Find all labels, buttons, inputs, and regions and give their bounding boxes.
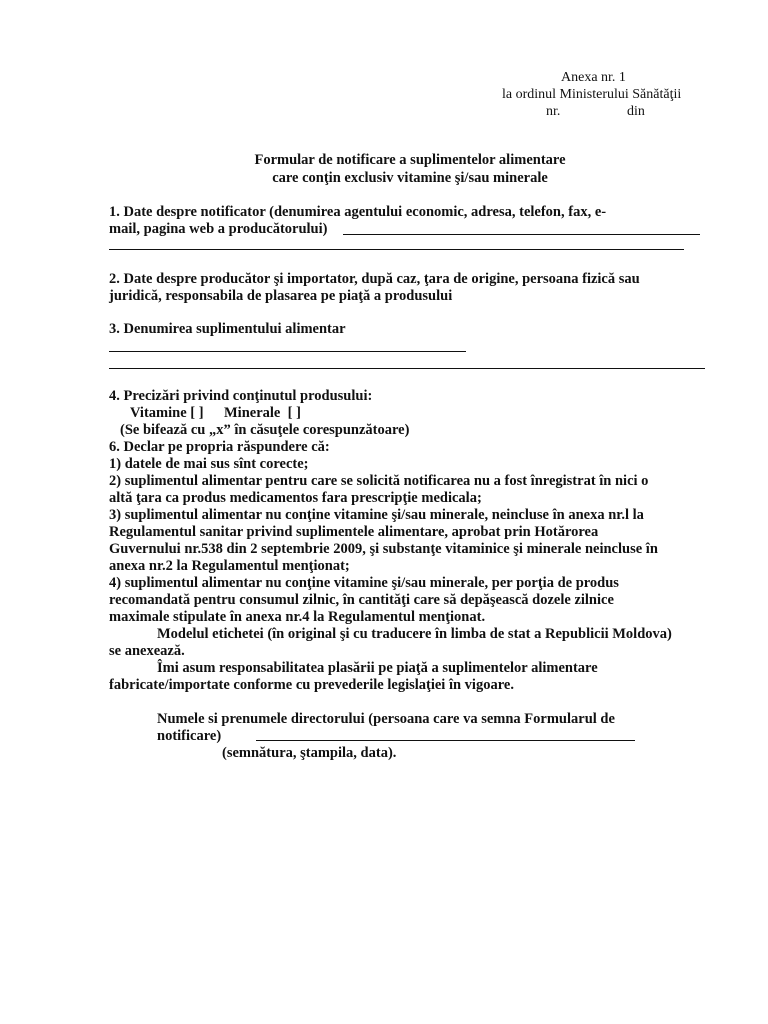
section6-point3-line2: Regulamentul sanitar privind suplimentele alimentare, aprobat prin Hotărorea — [109, 524, 599, 540]
signature-stamp-date-label: (semnătura, ştampila, data). — [222, 745, 397, 761]
director-name-label-line1: Numele si prenumele directorului (persoana care va semna Formularul de — [157, 711, 615, 727]
section4-heading: 4. Precizări privind conţinutul produsului: — [109, 388, 373, 404]
minerale-checkbox[interactable]: Minerale [ ] — [224, 405, 301, 421]
section6-point3-line1: 3) suplimentul alimentar nu conţine vitamine şi/sau minerale, neincluse în anexa nr.l la — [109, 507, 644, 523]
label-model-line2: se anexează. — [109, 643, 185, 659]
annex-order: la ordinul Ministerului Sănătăţii — [502, 87, 682, 102]
section3-fill-line-1[interactable] — [109, 351, 466, 352]
section6-heading: 6. Declar pe propria răspundere că: — [109, 439, 330, 455]
form-title-line2: care conţin exclusiv vitamine şi/sau minerale — [272, 170, 548, 186]
section3-line1: 3. Denumirea suplimentului alimentar — [109, 321, 346, 337]
section3-fill-line-2[interactable] — [109, 368, 705, 369]
section1-fill-line-2[interactable] — [109, 249, 684, 250]
section1-line1: 1. Date despre notificator (denumirea agentului economic, adresa, telefon, fax, e- — [109, 204, 607, 220]
section6-point4-line1: 4) suplimentul alimentar nu conţine vitamine şi/sau minerale, per porţia de produs — [109, 575, 619, 591]
section2-line1: 2. Date despre producător şi importator, după caz, ţara de origine, persoana fizică sau — [109, 271, 640, 287]
section1-fill-line-1[interactable] — [343, 234, 700, 235]
section6-point4-line2: recomandată pentru consumul zilnic, în cantităţi care să depăşească dozele zilnice — [109, 592, 614, 608]
label-model-line1: Modelul etichetei (în original şi cu traducere în limba de stat a Republicii Moldova) — [157, 626, 672, 642]
section6-point3-line3: Guvernului nr.538 din 2 septembrie 2009, şi substanţe vitaminice şi minerale neincluse în — [109, 541, 658, 557]
annex-number: Anexa nr. 1 — [561, 70, 626, 85]
section6-point2-line2: altă ţara ca produs medicamentos fara prescripţie medicala; — [109, 490, 482, 506]
responsibility-line1: Îmi asum responsabilitatea plasării pe piaţă a suplimentelor alimentare — [157, 660, 598, 676]
vitamine-checkbox[interactable]: Vitamine [ ] — [130, 405, 204, 421]
director-name-label-line2: notificare) — [157, 728, 222, 744]
section6-point1: 1) datele de mai sus sînt corecte; — [109, 456, 309, 472]
section6-point2-line1: 2) suplimentul alimentar pentru care se solicită notificarea nu a fost înregistrat în nici o — [109, 473, 649, 489]
director-name-fill-line[interactable] — [256, 740, 635, 741]
annex-nr: nr. — [546, 104, 561, 119]
form-title-line1: Formular de notificare a suplimentelor alimentare — [254, 152, 566, 168]
annex-din: din — [627, 104, 645, 119]
section6-point3-line4: anexa nr.2 la Regulamentul menţionat; — [109, 558, 350, 574]
responsibility-line2: fabricate/importate conforme cu prevederile legislaţiei în vigoare. — [109, 677, 514, 693]
section6-point4-line3: maximale stipulate în anexa nr.4 la Regulamentul menţionat. — [109, 609, 486, 625]
section1-line2: mail, pagina web a producătorului) — [109, 221, 328, 237]
section2-line2: juridică, responsabila de plasarea pe piaţă a produsului — [109, 288, 453, 304]
section4-note: (Se bifează cu „x” în căsuţele corespunzătoare) — [120, 422, 410, 438]
